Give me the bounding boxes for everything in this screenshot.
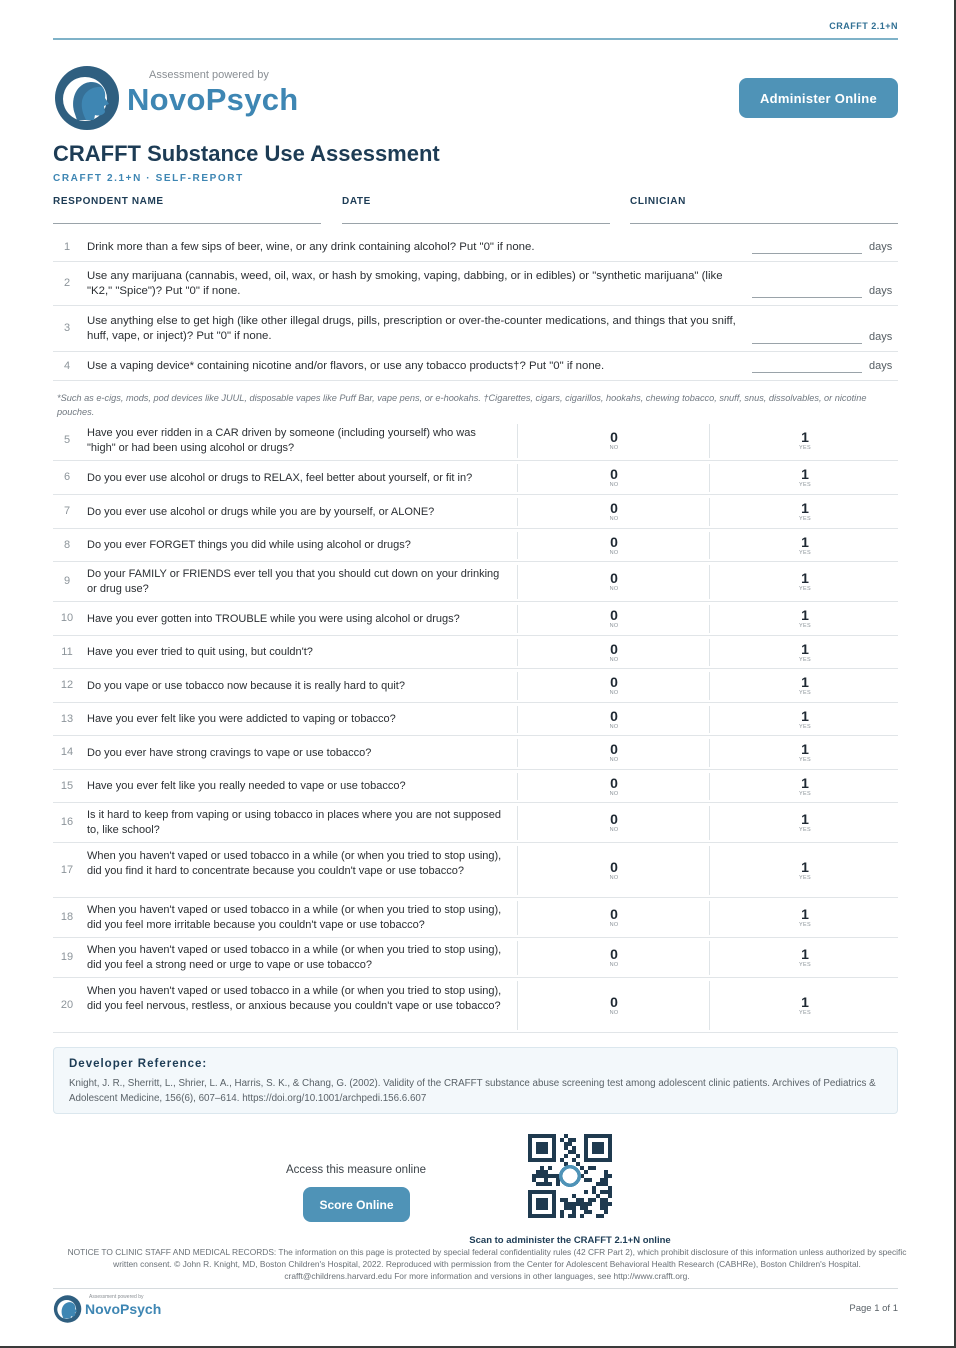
- yes-option[interactable]: [775, 995, 835, 1017]
- days-answer-line[interactable]: [752, 343, 862, 344]
- yes-option-value: 1: [801, 708, 809, 724]
- footnote: *Such as e-cigs, mods, pod devices like JUUL, disposable vapes like Puff Bar, vape pens, or e-hookahs. †Cigarettes, cigars, cigarillos, hookahs, chewing tobacco, snuff, snus, dissolvables, or nicotine pouches.: [57, 393, 867, 417]
- no-option[interactable]: [584, 995, 644, 1017]
- no-option[interactable]: [584, 709, 644, 731]
- yes-option[interactable]: [775, 907, 835, 929]
- question-number: 20: [60, 999, 74, 1011]
- yes-option-label: YES: [799, 791, 811, 797]
- question-number: 11: [61, 646, 73, 658]
- column-divider: [709, 639, 710, 666]
- days-answer-line[interactable]: [752, 297, 862, 298]
- yes-option-value: 1: [801, 500, 809, 516]
- no-option-value: 0: [610, 741, 618, 757]
- footer-logo: [53, 1294, 173, 1324]
- yes-option-label: YES: [799, 1010, 811, 1016]
- column-divider: [709, 901, 710, 935]
- no-option-value: 0: [610, 570, 618, 586]
- no-option[interactable]: [584, 742, 644, 764]
- no-option[interactable]: [584, 947, 644, 969]
- footer-wordmark: NovoPsych: [85, 1301, 162, 1317]
- yes-option[interactable]: [775, 642, 835, 664]
- days-questions-table: [53, 233, 898, 381]
- yes-option-label: YES: [799, 827, 811, 833]
- column-divider: [517, 806, 518, 840]
- no-option-value: 0: [610, 811, 618, 827]
- yes-option-value: 1: [801, 466, 809, 482]
- date-field[interactable]: [342, 196, 610, 224]
- days-answer-line[interactable]: [752, 253, 862, 254]
- yes-option-value: 1: [801, 674, 809, 690]
- yes-no-question-row: [53, 529, 898, 562]
- novopsych-logo: [53, 64, 313, 132]
- no-option[interactable]: [584, 642, 644, 664]
- column-divider: [709, 424, 710, 458]
- yes-option-value: 1: [801, 859, 809, 875]
- days-unit-label: days: [869, 241, 893, 253]
- question-text: Drink more than a few sips of beer, wine, or any drink containing alcohol? Put "0" if none.: [87, 241, 535, 253]
- yes-no-question-row: [53, 898, 898, 938]
- days-question-row: [53, 306, 898, 352]
- no-option-label: NO: [609, 657, 619, 663]
- administer-online-button[interactable]: Administer Online: [739, 78, 898, 118]
- question-number: 13: [60, 713, 74, 725]
- question-text: When you haven't vaped or used tobacco in a while (or when you tried to stop using), did you feel nervous, restless, or anxious because you couldn't vape or use tobacco?: [87, 985, 502, 1012]
- yes-option-value: 1: [801, 811, 809, 827]
- column-divider: [709, 605, 710, 633]
- column-divider: [709, 565, 710, 599]
- question-number: 16: [60, 816, 74, 828]
- respondent-name-field[interactable]: [53, 196, 321, 224]
- question-text: When you haven't vaped or used tobacco in a while (or when you tried to stop using), did you feel a strong need or urge to vape or use tobacco?: [87, 944, 502, 971]
- yes-option-label: YES: [799, 445, 811, 451]
- no-option-label: NO: [609, 550, 619, 556]
- yes-option-value: 1: [801, 946, 809, 962]
- question-text: Use any marijuana (cannabis, weed, oil, wax, or hash by smoking, vaping, dabbing, or in edibles) or "synthetic marijuana" (like "K2," "Spice")? Put "0" if none.: [87, 270, 723, 297]
- yes-no-question-row: [53, 770, 898, 803]
- yes-option[interactable]: [775, 860, 835, 882]
- yes-option-label: YES: [799, 657, 811, 663]
- question-text: Do your FAMILY or FRIENDS ever tell you that you should cut down on your drinking or drug use?: [87, 568, 500, 595]
- no-option-value: 0: [610, 775, 618, 791]
- no-option-label: NO: [609, 482, 619, 488]
- yes-option-label: YES: [799, 757, 811, 763]
- column-divider: [517, 605, 518, 633]
- column-divider: [709, 706, 710, 733]
- no-option[interactable]: [584, 907, 644, 929]
- yes-option-value: 1: [801, 607, 809, 623]
- yes-no-questions-table: [53, 421, 898, 1033]
- column-divider: [709, 464, 710, 492]
- no-option-label: NO: [609, 623, 619, 629]
- question-text: Do you vape or use tobacco now because it is really hard to quit?: [87, 680, 405, 692]
- no-option-value: 0: [610, 946, 618, 962]
- developer-reference-title: Developer Reference:: [69, 1058, 208, 1070]
- yes-no-question-row: [53, 562, 898, 602]
- footer-head-profile-icon: [53, 1294, 83, 1324]
- question-text: Do you ever FORGET things you did while using alcohol or drugs?: [87, 539, 411, 551]
- logo-powered-by: Assessment powered by: [149, 69, 269, 81]
- column-divider: [517, 565, 518, 599]
- access-online-text: Access this measure online: [286, 1164, 426, 1176]
- no-option-label: NO: [609, 875, 619, 881]
- days-question-row: [53, 233, 898, 262]
- question-number: 17: [60, 864, 74, 876]
- column-divider: [517, 639, 518, 666]
- clinician-field[interactable]: [630, 196, 898, 224]
- no-option-label: NO: [609, 586, 619, 592]
- column-divider: [517, 424, 518, 458]
- question-text: When you haven't vaped or used tobacco in a while (or when you tried to stop using), did you find it hard to concentrate because you couldn't vape or use tobacco?: [87, 850, 502, 877]
- no-option-label: NO: [609, 922, 619, 928]
- clinician-label: CLINICIAN: [630, 196, 686, 207]
- column-divider: [709, 846, 710, 895]
- question-number: 9: [63, 575, 71, 587]
- question-number: 14: [60, 746, 74, 758]
- no-option-label: NO: [609, 445, 619, 451]
- page-subtitle: CRAFFT 2.1+N · SELF-REPORT: [53, 173, 244, 184]
- no-option-value: 0: [610, 994, 618, 1010]
- yes-option[interactable]: [775, 535, 835, 557]
- confidentiality-notice: NOTICE TO CLINIC STAFF AND MEDICAL RECORDS: The information on this page is protected by special federal confidentiality rules (42 CFR Part 2), which prohibit disclosure of this information unless authorized by specific written consent. © John R. Knight, MD, Boston Children's Hospital, 2022. Reproduced with permission from the Center for Adolescent Behavioral Health Research (CABHRe), Boston Children's Hospital. crafft@childrens.harvard.edu For more information and versions in other languages, see http://www.crafft.org.: [67, 1247, 907, 1281]
- yes-option-label: YES: [799, 875, 811, 881]
- no-option-value: 0: [610, 607, 618, 623]
- column-divider: [709, 532, 710, 559]
- yes-option[interactable]: [775, 608, 835, 630]
- question-number: 12: [60, 679, 74, 691]
- days-unit-label: days: [869, 360, 893, 372]
- question-number: 18: [60, 911, 74, 923]
- question-number: 8: [63, 539, 71, 551]
- respondent-name-label: RESPONDENT NAME: [53, 196, 164, 207]
- question-text: Have you ever ridden in a CAR driven by someone (including yourself) who was "high" or had been using alcohol or drugs?: [87, 427, 476, 454]
- no-option-value: 0: [610, 500, 618, 516]
- question-number: 2: [63, 277, 71, 289]
- column-divider: [517, 981, 518, 1030]
- no-option-label: NO: [609, 757, 619, 763]
- no-option-value: 0: [610, 534, 618, 550]
- no-option-value: 0: [610, 429, 618, 445]
- column-divider: [517, 498, 518, 526]
- yes-option[interactable]: [775, 709, 835, 731]
- question-number: 1: [63, 241, 71, 253]
- no-option-label: NO: [609, 516, 619, 522]
- yes-option-label: YES: [799, 724, 811, 730]
- no-option-label: NO: [609, 1010, 619, 1016]
- days-unit-label: days: [869, 285, 893, 297]
- page-number: Page 1 of 1: [849, 1303, 898, 1314]
- no-option[interactable]: [584, 430, 644, 452]
- yes-option[interactable]: [775, 776, 835, 798]
- yes-no-question-row: [53, 421, 898, 461]
- question-number: 4: [63, 360, 71, 372]
- column-divider: [517, 941, 518, 975]
- no-option-value: 0: [610, 674, 618, 690]
- no-option[interactable]: [584, 535, 644, 557]
- yes-option[interactable]: [775, 947, 835, 969]
- yes-no-question-row: [53, 843, 898, 898]
- question-number: 5: [63, 434, 71, 446]
- days-question-row: [53, 352, 898, 381]
- days-unit-label: days: [869, 331, 893, 343]
- column-divider: [709, 806, 710, 840]
- column-divider: [709, 773, 710, 800]
- yes-option-label: YES: [799, 962, 811, 968]
- yes-option-value: 1: [801, 906, 809, 922]
- question-text: Do you ever use alcohol or drugs while you are by yourself, or ALONE?: [87, 506, 435, 518]
- developer-reference-box: [53, 1047, 898, 1114]
- question-number: 3: [63, 322, 71, 334]
- yes-option-value: 1: [801, 641, 809, 657]
- score-online-button[interactable]: Score Online: [303, 1187, 410, 1222]
- question-text: Use a vaping device* containing nicotine and/or flavors, or use any tobacco products†? Put "0" if none.: [87, 360, 605, 372]
- question-text: Do you ever use alcohol or drugs to RELAX, feel better about yourself, or fit in?: [87, 472, 473, 484]
- column-divider: [517, 464, 518, 492]
- question-text: Do you ever have strong cravings to vape or use tobacco?: [87, 747, 372, 759]
- yes-no-question-row: [53, 938, 898, 978]
- footer-powered-by: Assessment powered by: [89, 1294, 144, 1300]
- head-profile-icon: [53, 64, 123, 132]
- column-divider: [709, 981, 710, 1030]
- yes-option[interactable]: [775, 467, 835, 489]
- question-number: 6: [63, 471, 71, 483]
- question-text: Is it hard to keep from vaping or using tobacco in places where you are not supposed to, like school?: [87, 809, 501, 836]
- yes-no-question-row: [53, 736, 898, 770]
- column-divider: [709, 498, 710, 526]
- question-text: Use anything else to get high (like other illegal drugs, pills, prescription or over-the-counter medications, and things that you sniff, huff, vape, or inject)? Put "0" if none.: [87, 315, 736, 342]
- yes-no-question-row: [53, 602, 898, 636]
- question-text: When you haven't vaped or used tobacco in a while (or when you tried to stop using), did you feel more irritable because you couldn't vape or use tobacco?: [87, 904, 502, 931]
- no-option-label: NO: [609, 827, 619, 833]
- yes-no-question-row: [53, 495, 898, 529]
- yes-option-label: YES: [799, 690, 811, 696]
- no-option[interactable]: [584, 467, 644, 489]
- yes-option-value: 1: [801, 741, 809, 757]
- no-option-value: 0: [610, 859, 618, 875]
- no-option-value: 0: [610, 466, 618, 482]
- yes-option[interactable]: [775, 812, 835, 834]
- column-divider: [709, 941, 710, 975]
- no-option[interactable]: [584, 608, 644, 630]
- question-text: Have you ever felt like you really needed to vape or use tobacco?: [87, 780, 406, 792]
- logo-wordmark: NovoPsych: [127, 82, 299, 117]
- yes-option[interactable]: [775, 501, 835, 523]
- days-question-row: [53, 262, 898, 306]
- yes-option[interactable]: [775, 430, 835, 452]
- question-number: 7: [63, 505, 71, 517]
- yes-no-question-row: [53, 636, 898, 669]
- question-text: Have you ever felt like you were addicted to vaping or tobacco?: [87, 713, 396, 725]
- form-code: CRAFFT 2.1+N: [829, 21, 898, 31]
- yes-option-value: 1: [801, 429, 809, 445]
- yes-option[interactable]: [775, 675, 835, 697]
- yes-no-question-row: [53, 669, 898, 703]
- no-option-value: 0: [610, 708, 618, 724]
- no-option[interactable]: [584, 812, 644, 834]
- question-number: 15: [60, 780, 74, 792]
- footer-rule: [53, 1288, 898, 1289]
- column-divider: [517, 706, 518, 733]
- column-divider: [517, 532, 518, 559]
- column-divider: [709, 672, 710, 700]
- yes-option-value: 1: [801, 775, 809, 791]
- question-text: Have you ever tried to quit using, but couldn't?: [87, 646, 313, 658]
- qr-code-icon[interactable]: [528, 1134, 612, 1218]
- page-title: CRAFFT Substance Use Assessment: [53, 141, 440, 166]
- yes-no-question-row: [53, 703, 898, 736]
- yes-option-label: YES: [799, 550, 811, 556]
- yes-no-question-row: [53, 978, 898, 1033]
- column-divider: [517, 773, 518, 800]
- column-divider: [517, 739, 518, 767]
- header-rule: [53, 38, 898, 40]
- yes-option-value: 1: [801, 570, 809, 586]
- qr-caption: Scan to administer the CRAFFT 2.1+N online: [469, 1235, 671, 1246]
- no-option-value: 0: [610, 906, 618, 922]
- no-option[interactable]: [584, 860, 644, 882]
- yes-option[interactable]: [775, 742, 835, 764]
- question-text: Have you ever gotten into TROUBLE while you were using alcohol or drugs?: [87, 613, 460, 625]
- no-option[interactable]: [584, 776, 644, 798]
- no-option-label: NO: [609, 724, 619, 730]
- column-divider: [517, 901, 518, 935]
- yes-option-label: YES: [799, 516, 811, 522]
- date-label: DATE: [342, 196, 371, 207]
- yes-no-question-row: [53, 803, 898, 843]
- column-divider: [709, 739, 710, 767]
- days-answer-line[interactable]: [752, 372, 862, 373]
- no-option[interactable]: [584, 501, 644, 523]
- column-divider: [517, 846, 518, 895]
- no-option[interactable]: [584, 675, 644, 697]
- yes-option-label: YES: [799, 922, 811, 928]
- no-option-value: 0: [610, 641, 618, 657]
- no-option-label: NO: [609, 690, 619, 696]
- question-number: 10: [60, 612, 74, 624]
- developer-reference-text: Knight, J. R., Sherritt, L., Shrier, L. A., Harris, S. K., & Chang, G. (2002). Validity of the CRAFFT substance abuse screening test among adolescent clinic patients. Archives of Pediatrics & Adolescent Medicine, 156(6), 607–614. https://doi.org/10.1001/archpedi.156.6.607: [69, 1078, 876, 1104]
- no-option-label: NO: [609, 962, 619, 968]
- no-option[interactable]: [584, 571, 644, 593]
- yes-option-value: 1: [801, 994, 809, 1010]
- yes-option-label: YES: [799, 482, 811, 488]
- no-option-label: NO: [609, 791, 619, 797]
- question-number: 19: [60, 951, 74, 963]
- yes-option[interactable]: [775, 571, 835, 593]
- yes-no-question-row: [53, 461, 898, 495]
- yes-option-label: YES: [799, 586, 811, 592]
- yes-option-label: YES: [799, 623, 811, 629]
- yes-option-value: 1: [801, 534, 809, 550]
- column-divider: [517, 672, 518, 700]
